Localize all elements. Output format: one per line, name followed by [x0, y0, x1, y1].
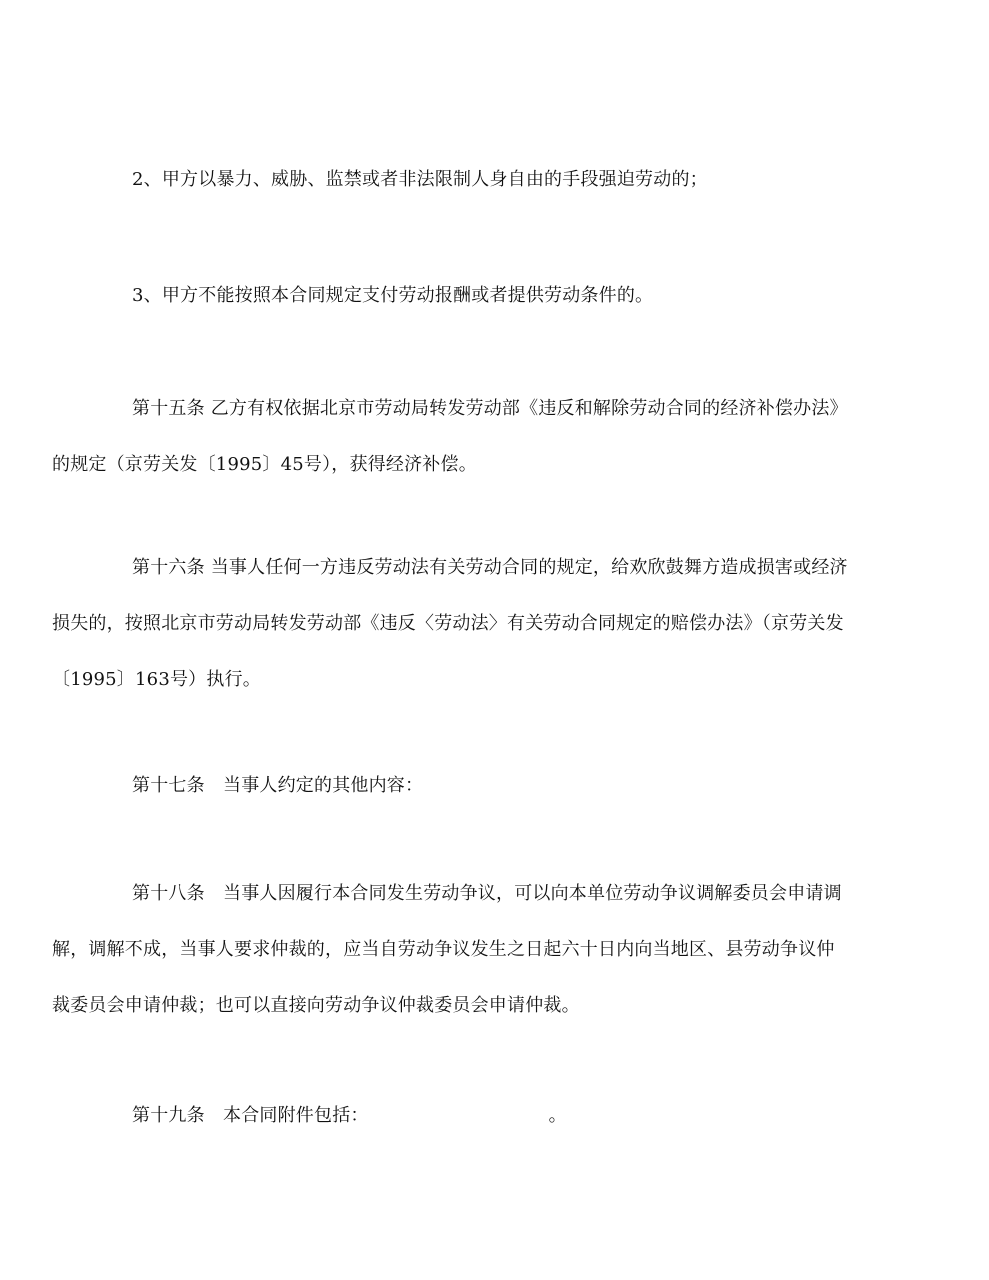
paragraph-item-3 — [92, 268, 900, 324]
paragraph-article-15 — [52, 381, 900, 493]
paragraph-article-19 — [92, 1088, 900, 1144]
text-line: 〔1995〕163号）执行。 — [52, 669, 261, 690]
text-line: 第十五条 乙方有权依据北京市劳动局转发劳动部《违反和解除劳动合同的经济补偿办法》 — [132, 398, 848, 419]
paragraph-item-2 — [92, 152, 900, 208]
text-line: 第十六条 当事人任何一方违反劳动法有关劳动合同的规定，给欢欣鼓舞方造成损害或经济 — [132, 557, 848, 578]
article-19-period: 。 — [548, 1105, 567, 1126]
text-line: 第十八条 当事人因履行本合同发生劳动争议，可以向本单位劳动争议调解委员会申请调 — [132, 883, 842, 904]
paragraph-article-17 — [92, 758, 900, 814]
text-line: 解，调解不成，当事人要求仲裁的，应当自劳动争议发生之日起六十日内向当地区、县劳动争议仲 — [52, 939, 835, 960]
text-line: 的规定（京劳关发〔1995〕45号），获得经济补偿。 — [52, 454, 477, 475]
paragraph-article-16 — [52, 540, 900, 708]
paragraph-article-18 — [52, 866, 900, 1034]
text-line: 3、甲方不能按照本合同规定支付劳动报酬或者提供劳动条件的。 — [132, 285, 654, 306]
text-line — [92, 1088, 900, 1144]
text-line: 损失的，按照北京市劳动局转发劳动部《违反〈劳动法〉有关劳动合同规定的赔偿办法》（京劳关发 — [52, 613, 844, 634]
text-line: 2、甲方以暴力、威胁、监禁或者非法限制人身自由的手段强迫劳动的； — [132, 169, 708, 190]
text-line: 第十七条 当事人约定的其他内容： — [132, 775, 424, 796]
article-19-label: 第十九条 本合同附件包括： — [132, 1105, 369, 1126]
text-line: 裁委员会申请仲裁；也可以直接向劳动争议仲裁委员会申请仲裁。 — [52, 995, 580, 1016]
